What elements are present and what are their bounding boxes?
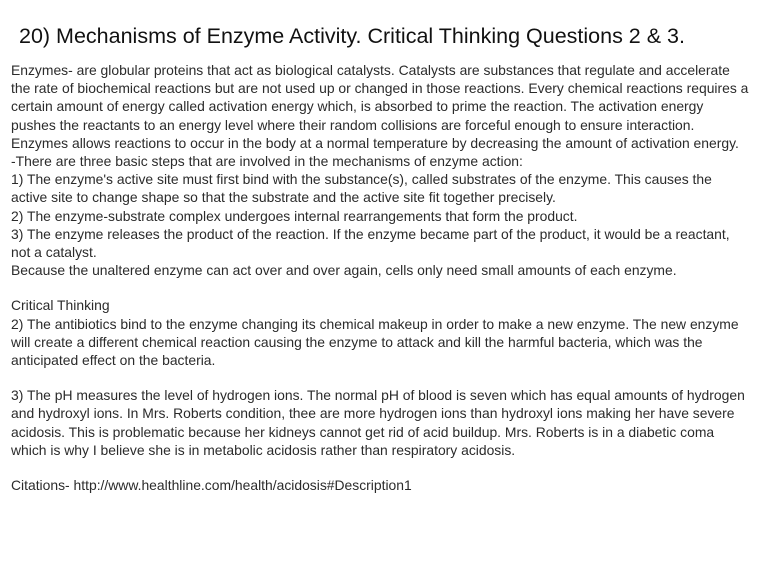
step-1: 1) The enzyme's active site must first bind with the substance(s), called substrates of the enzyme. This causes the active site to change shape so that the substrate and the active site fit together precisely. [11, 171, 712, 206]
spacer [11, 459, 751, 476]
closing-sentence: Because the unaltered enzyme can act over and over again, cells only need small amounts of each enzyme. [11, 262, 677, 279]
intro-paragraph: Enzymes- are globular proteins that act as biological catalysts. Catalysts are substances that regulate and accelerate the rate of biochemical reactions but are not used up or changed in those reactions. Every chemical reactions requires a certain amount of energy called activation energy which, is absorbed to prime the reaction. The activation energy pushes the reactants to an energy level where their random collisions are forceful enough to ensure interaction. Enzymes allows reactions to occur in the body at a normal temperature by decreasing the amount of activation energy. [11, 62, 749, 151]
answer-3: 3) The pH measures the level of hydrogen ions. The normal pH of blood is seven which has equal amounts of hydrogen and hydroxyl ions. In Mrs. Roberts condition, thee are more hydrogen ions than hydroxyl ions making her have severe acidosis. This is problematic because her kidneys cannot get rid of acid buildup. Mrs. Roberts is in a diabetic coma which is why I believe she is in metabolic acidosis rather than respiratory acidosis. [11, 387, 745, 458]
document-body [11, 61, 751, 494]
citations: Citations- http://www.healthline.com/health/acidosis#Description1 [11, 477, 412, 494]
spacer [11, 279, 751, 296]
step-2: 2) The enzyme-substrate complex undergoes internal rearrangements that form the product. [11, 207, 578, 224]
step-3: 3) The enzyme releases the product of the reaction. If the enzyme became part of the product, it would be a reactant, not a catalyst. [11, 225, 730, 261]
steps-heading: -There are three basic steps that are involved in the mechanisms of enzyme action: [11, 153, 523, 170]
page-title: 20) Mechanisms of Enzyme Activity. Critical Thinking Questions 2 & 3. [19, 24, 685, 48]
critical-thinking-heading: Critical Thinking [11, 297, 110, 314]
spacer [11, 369, 751, 386]
answer-2: 2) The antibiotics bind to the enzyme changing its chemical makeup in order to make a new enzyme. The new enzyme will create a different chemical reaction causing the enzyme to attack and kill the harmful bacteria, which was the anticipated effect on the bacteria. [11, 315, 739, 369]
